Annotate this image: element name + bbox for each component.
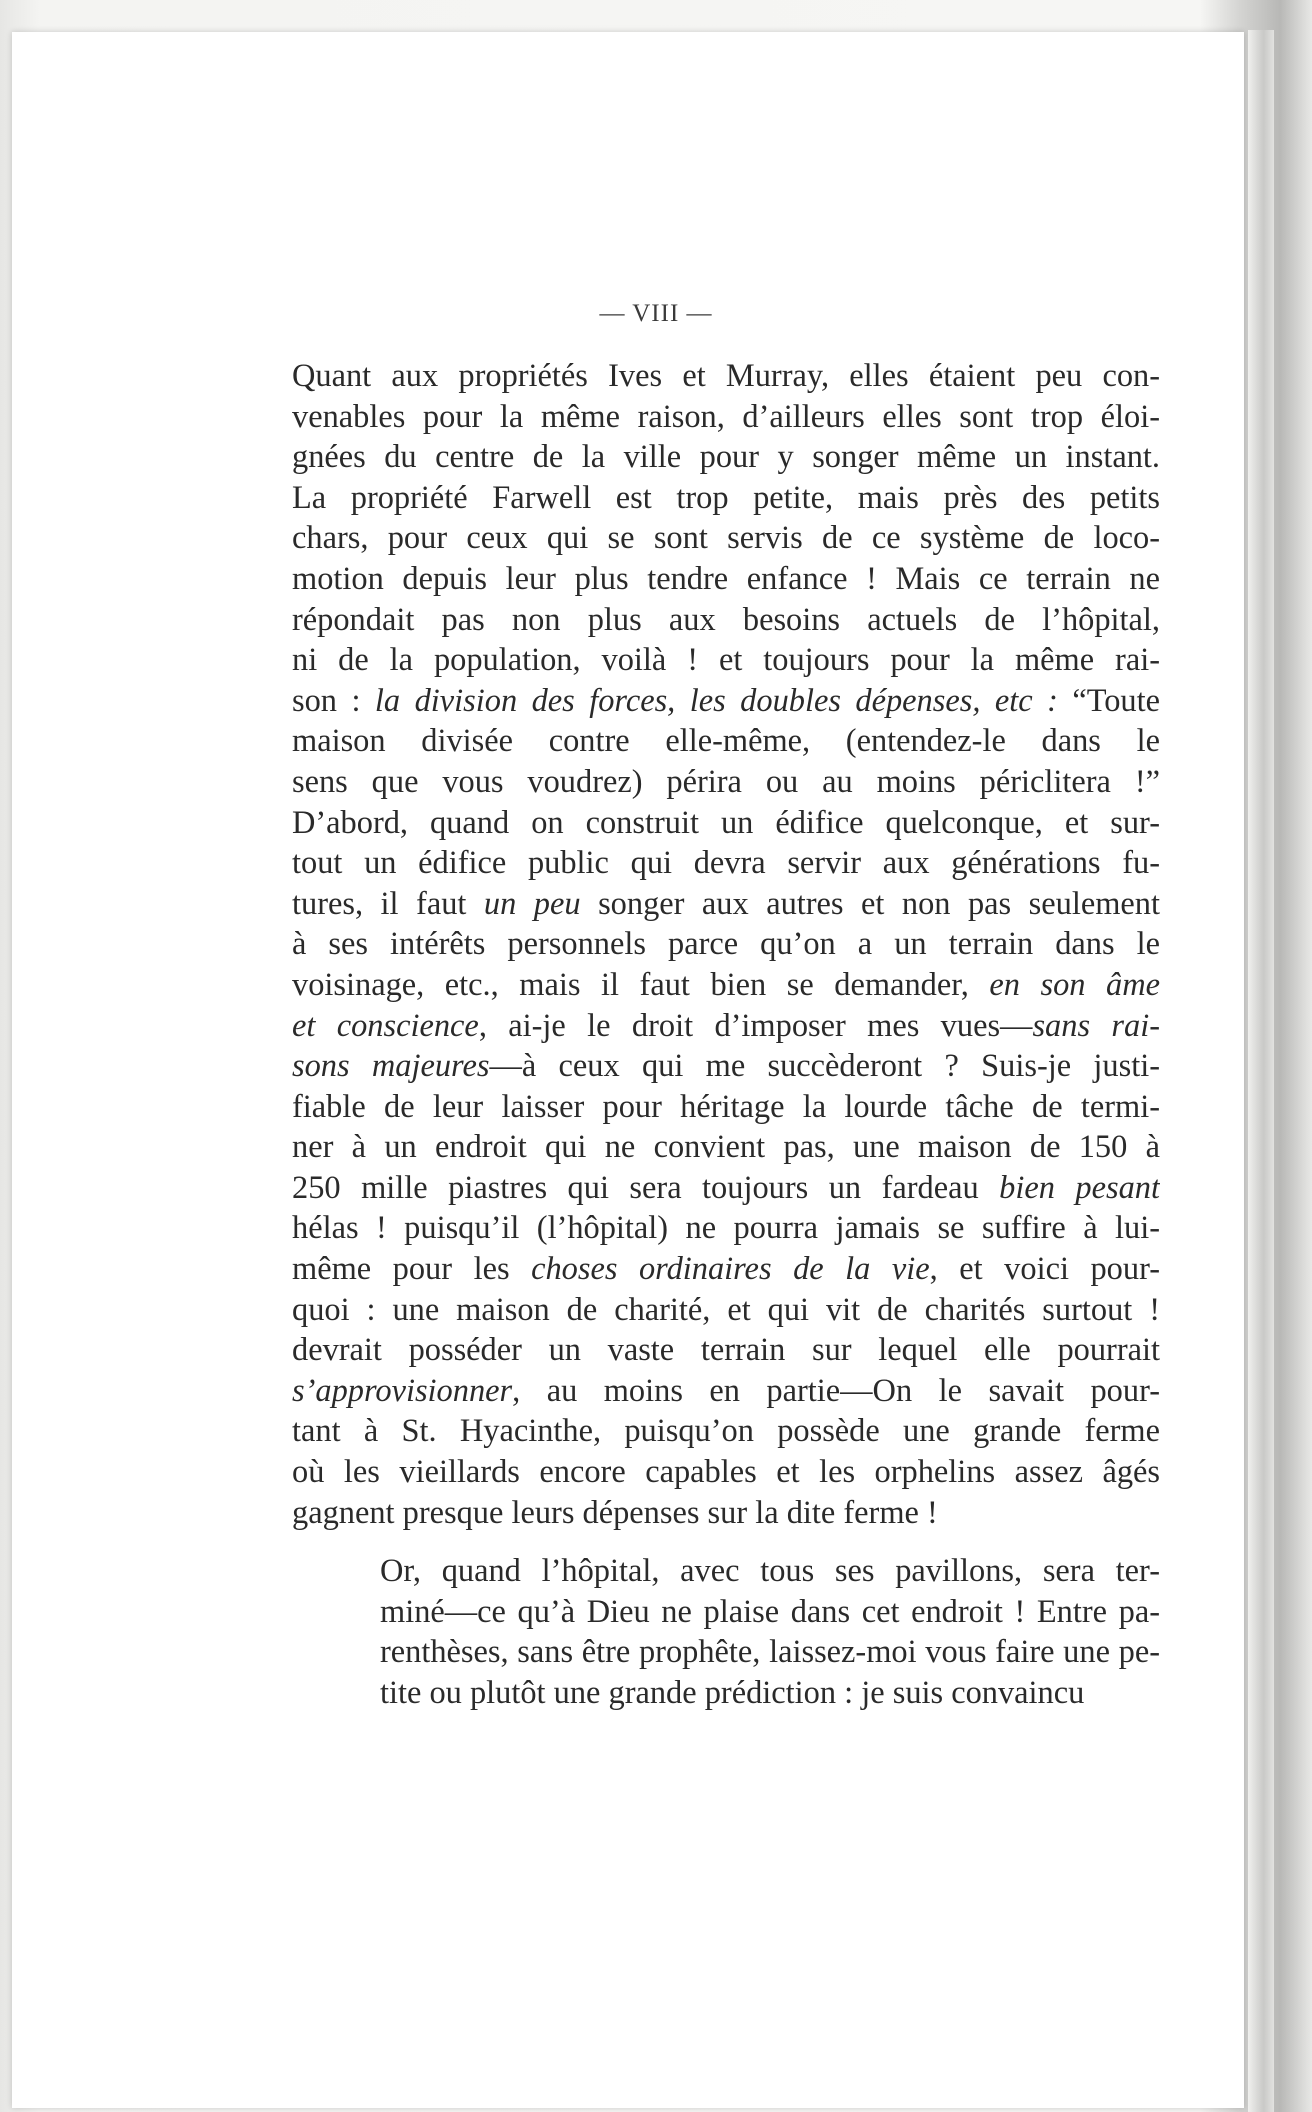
- text-line: [292, 681, 1160, 722]
- text-line: [292, 1673, 1160, 1714]
- text-run: à ses intérêts personnels parce qu’on a un terrain dans le: [292, 926, 1160, 963]
- text-line: [292, 1632, 1160, 1673]
- text-line: [292, 965, 1160, 1006]
- text-line: [292, 843, 1160, 884]
- italic-phrase: sans rai-: [1032, 1007, 1160, 1044]
- text-line: [292, 1006, 1160, 1047]
- text-line: [292, 1592, 1160, 1633]
- text-run: motion depuis leur plus tendre enfance ! Mais ce terrain ne: [292, 560, 1160, 597]
- text-run: Or, quand l’hôpital, avec tous ses pavillons, sera ter-: [380, 1553, 1160, 1590]
- italic-phrase: sons majeures: [292, 1048, 490, 1085]
- italic-phrase: s’approvisionner: [292, 1372, 513, 1409]
- text-run: renthèses, sans être prophête, laissez-moi vous faire une pe-: [380, 1634, 1160, 1671]
- italic-phrase: choses ordinaires de la vie: [531, 1251, 930, 1288]
- text-line: [292, 600, 1160, 641]
- text-line: [292, 1330, 1160, 1371]
- text-run: “Toute: [1057, 682, 1160, 719]
- italic-phrase: bien pesant: [999, 1169, 1160, 1206]
- text-line: [292, 1208, 1160, 1249]
- text-run: hélas ! puisqu’il (l’hôpital) ne pourra jamais se suffire à lui-: [292, 1210, 1160, 1247]
- text-line: [292, 640, 1160, 681]
- text-run: Quant aux propriétés Ives et Murray, elles étaient peu con-: [292, 358, 1160, 394]
- text-run: son :: [292, 682, 375, 719]
- text-line: [292, 803, 1160, 844]
- text-run: gnées du centre de la ville pour y songer même un instant.: [292, 439, 1160, 476]
- text-line: [292, 1087, 1160, 1128]
- text-run: , ai-je le droit d’imposer mes vues—: [478, 1007, 1033, 1044]
- text-line: [292, 518, 1160, 559]
- text-run: maison divisée contre elle-même, (entendez-le dans le: [292, 723, 1160, 760]
- text-run: devrait posséder un vaste terrain sur lequel elle pourrait: [292, 1332, 1160, 1369]
- text-line: [292, 1551, 1160, 1592]
- text-line: [292, 356, 1160, 397]
- italic-phrase: un peu: [483, 885, 581, 922]
- text-run: voisinage, etc., mais il faut bien se demander,: [292, 966, 990, 1003]
- text-line: [292, 1127, 1160, 1168]
- text-line: [292, 1168, 1160, 1209]
- text-run: tite ou plutôt une grande prédiction : je suis convaincu: [380, 1675, 1085, 1711]
- text-line: [292, 437, 1160, 478]
- italic-phrase: la division des forces, les doubles dépenses, etc :: [374, 682, 1058, 719]
- text-run: D’abord, quand on construit un édifice quelconque, et sur-: [292, 804, 1160, 841]
- text-line: [292, 924, 1160, 965]
- text-run: miné—ce qu’à Dieu ne plaise dans cet endroit ! Entre pa-: [380, 1593, 1160, 1630]
- text-line: [292, 1290, 1160, 1331]
- text-run: —à ceux qui me succèderont ? Suis-je justi-: [489, 1048, 1160, 1085]
- text-run: sens que vous voudrez) périra ou au moins périclitera !”: [292, 763, 1160, 800]
- text-run: , au moins en partie—On le savait pour-: [512, 1372, 1160, 1409]
- text-run: songer aux autres et non pas seulement: [580, 885, 1160, 922]
- text-run: La propriété Farwell est trop petite, mais près des petits: [292, 479, 1160, 516]
- text-run: tant à St. Hyacinthe, puisqu’on possède une grande ferme: [292, 1413, 1160, 1450]
- text-run: même pour les: [292, 1251, 532, 1288]
- text-run: tures, il faut: [292, 885, 484, 922]
- paragraph-1: [292, 356, 1160, 1533]
- text-line: [292, 1493, 1160, 1534]
- text-line: [292, 884, 1160, 925]
- text-run: quoi : une maison de charité, et qui vit de charités surtout !: [292, 1291, 1160, 1328]
- text-line: [292, 559, 1160, 600]
- text-line: [292, 478, 1160, 519]
- text-line: [292, 1046, 1160, 1087]
- text-line: [292, 762, 1160, 803]
- italic-phrase: en son âme: [989, 966, 1160, 1003]
- text-run: tout un édifice public qui devra servir aux générations fu-: [292, 845, 1160, 882]
- text-line: [292, 721, 1160, 762]
- paragraph-2: [292, 1551, 1160, 1713]
- text-run: gagnent presque leurs dépenses sur la dite ferme !: [292, 1494, 938, 1531]
- text-run: répondait pas non plus aux besoins actuels de l’hôpital,: [292, 601, 1160, 638]
- text-run: fiable de leur laisser pour héritage la lourde tâche de termi-: [292, 1088, 1160, 1125]
- text-run: chars, pour ceux qui se sont servis de ce système de loco-: [292, 520, 1160, 557]
- body-text: [292, 356, 1160, 1714]
- text-line: [292, 1452, 1160, 1493]
- text-line: [292, 1249, 1160, 1290]
- text-run: ner à un endroit qui ne convient pas, une maison de 150 à: [292, 1129, 1160, 1166]
- text-run: ni de la population, voilà ! et toujours pour la même rai-: [292, 642, 1160, 679]
- page-edge: [1248, 30, 1274, 2112]
- text-run: 250 mille piastres qui sera toujours un fardeau: [292, 1169, 1000, 1206]
- page-number: — VIII —: [599, 300, 713, 327]
- italic-phrase: et conscience: [292, 1007, 479, 1044]
- text-run: où les vieillards encore capables et les orphelins assez âgés: [292, 1454, 1160, 1491]
- text-line: [292, 1411, 1160, 1452]
- text-run: , et voici pour-: [929, 1251, 1160, 1288]
- text-line: [292, 397, 1160, 438]
- text-line: [292, 1371, 1160, 1412]
- text-run: venables pour la même raison, d’ailleurs elles sont trop éloi-: [292, 398, 1160, 435]
